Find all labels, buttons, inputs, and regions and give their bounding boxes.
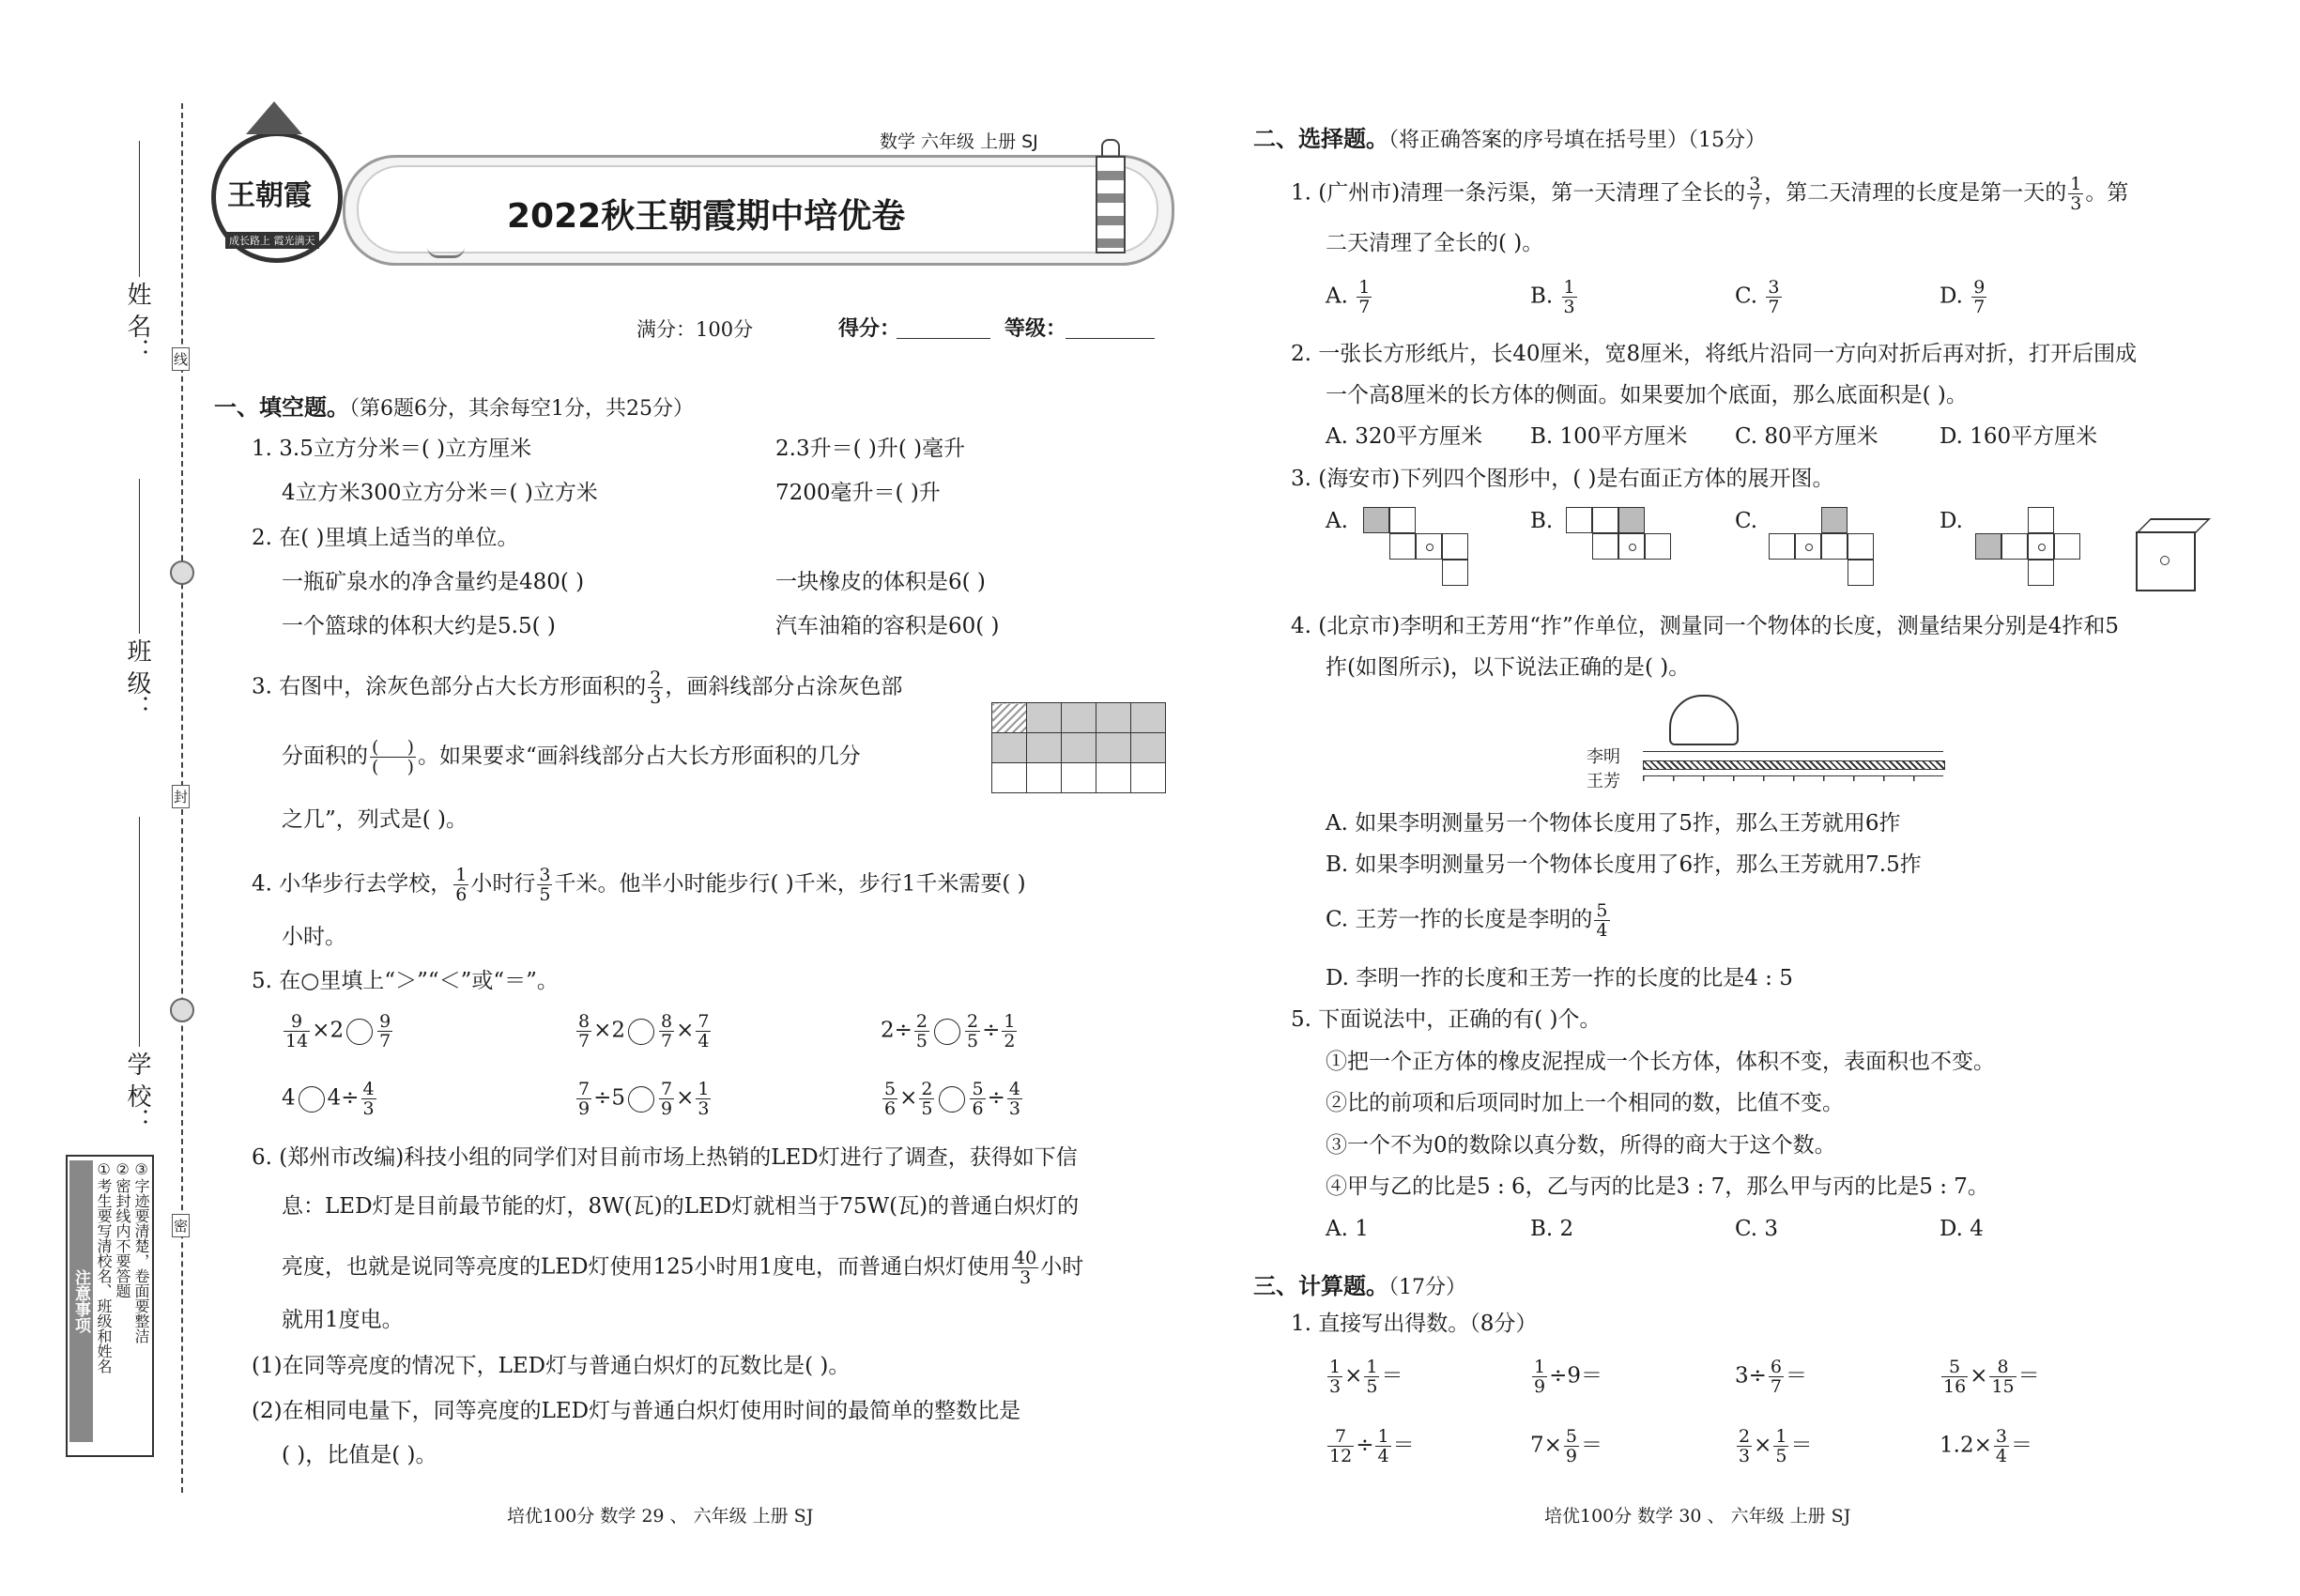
page-footer-left: 培优100分 数学 29 、 六年级 上册 SJ	[507, 1506, 814, 1527]
q2-a: 一瓶矿泉水的净含量约是480( )	[282, 570, 585, 594]
r4-fig-label-a: 李明	[1587, 747, 1620, 767]
grid-cell-hatched	[992, 703, 1027, 733]
q5-expr-4: 4 4÷ $\frac{4}{3}$	[282, 1079, 375, 1119]
fraction: $\frac{2}{3}$	[650, 668, 662, 708]
q3-b: 分面积的 $\frac{( )}{( )}$ 。如果要求“画斜线部分占大长方形面积的几分	[282, 737, 861, 777]
r5-opt-c[interactable]: C. 3	[1735, 1217, 1779, 1241]
q2-b: 一块橡皮的体积是6( )	[775, 570, 986, 594]
q2: 2. 在( )里填上适当的单位。	[252, 526, 519, 550]
hole-icon	[170, 560, 194, 585]
r5-statement-4: ④甲与乙的比是5 : 6，乙与丙的比是3 : 7，那么甲与丙的比是5 : 7。	[1326, 1174, 1989, 1199]
calc-7: $\frac{2}{3}$ × $\frac{1}{5}$ ＝	[1739, 1426, 1813, 1466]
cut-mark-1: 线	[172, 347, 190, 371]
calc-4: $\frac{5}{16}$ × $\frac{8}{15}$ ＝	[1943, 1357, 2040, 1397]
r5-opt-d[interactable]: D. 4	[1940, 1217, 1984, 1241]
compare-circle[interactable]	[934, 1019, 960, 1045]
r5-statement-3: ③一个不为0的数除以真分数，所得的商大于这个数。	[1326, 1133, 1836, 1158]
school-line	[139, 817, 140, 1047]
r4-opt-b[interactable]: B. 如果李明测量另一个物体长度用了6拃，那么王芳就用7.5拃	[1326, 852, 1922, 877]
r2-a: 2. 一张长方形纸片，长40厘米，宽8厘米，将纸片沿同一方向对折后再对折，打开后围成	[1291, 342, 2138, 366]
r1-opt-a[interactable]: A. $\frac{1}{7}$	[1326, 277, 1371, 317]
notice-box	[66, 1155, 154, 1457]
r1-opt-d[interactable]: D. $\frac{9}{7}$	[1940, 277, 1986, 317]
class-label: 班 级：	[123, 638, 151, 720]
full-score: 满分：100分	[636, 318, 754, 341]
section-2-note: （将正确答案的序号填在括号里）（15分）	[1388, 129, 1766, 152]
scale-line-a	[1643, 751, 1943, 752]
logo-badge	[211, 131, 343, 263]
notice-item: ②密封线内不要答题	[114, 1160, 131, 1298]
q2-d: 汽车油箱的容积是60( )	[775, 614, 1000, 638]
section-3-title: 三、计算题。（17分）	[1253, 1273, 1466, 1299]
blank-fraction[interactable]: $\frac{( )}{( )}$	[372, 737, 415, 777]
q3-rectangle-grid	[991, 702, 1166, 793]
r4-opt-d[interactable]: D. 李明一拃的长度和王芳一拃的长度的比是4 : 5	[1326, 966, 1793, 990]
r5-statement-2: ②比的前项和后项同时加上一个相同的数，比值不变。	[1326, 1091, 1844, 1115]
q6-b: 息：LED灯是目前最节能的灯，8W(瓦)的LED灯就相当于75W(瓦)的普通白炽灯的	[282, 1194, 1080, 1219]
q3-a: 3. 右图中，涂灰色部分占大长方形面积的 $\frac{2}{3}$ ，画斜线部分占涂灰色部	[252, 668, 903, 708]
r3: 3. (海安市)下列四个图形中，( )是右面正方体的展开图。	[1291, 467, 1834, 491]
score-label: 得分：	[838, 317, 901, 341]
q5-expr-6: $\frac{5}{6}$ × $\frac{2}{5}$ $\frac{5}{6}$ ÷ $\frac{4}{3}$	[884, 1079, 1020, 1119]
school-label: 学 校：	[123, 1051, 151, 1133]
scale-line-b	[1643, 775, 1943, 781]
name-label: 姓 名：	[123, 282, 151, 363]
name-line	[139, 141, 140, 277]
r5-statement-1: ①把一个正方体的橡皮泥捏成一个长方体，体积不变，表面积也不变。	[1326, 1050, 1995, 1074]
compare-circle[interactable]	[628, 1019, 654, 1045]
q3-c: 之几”，列式是( )。	[282, 807, 468, 832]
r1-a: 1. (广州市)清理一条污渠，第一天清理了全长的 $\frac{3}{7}$ ，第二天清理的长度是第一天的 $\frac{1}{3}$ 。第	[1291, 174, 2129, 214]
r2-opt-a[interactable]: A. 320平方厘米	[1326, 424, 1483, 449]
r4-a: 4. (北京市)李明和王芳用“拃”作单位，测量同一个物体的长度，测量结果分别是4拃和5	[1291, 614, 2119, 638]
logo-banner: 成长路上 霞光满天	[225, 232, 319, 249]
r2-opt-c[interactable]: C. 80平方厘米	[1735, 424, 1878, 449]
notice-item: ③字迹要清楚，卷面要整洁	[132, 1160, 150, 1343]
calc-8: 1.2× $\frac{3}{4}$ ＝	[1940, 1426, 2032, 1466]
grade-field[interactable]	[1066, 338, 1155, 339]
r2-opt-d[interactable]: D. 160平方厘米	[1940, 424, 2098, 449]
q1-a: 1. 3.5立方分米＝( )立方厘米	[252, 437, 532, 461]
calc-6: 7× $\frac{5}{9}$ ＝	[1530, 1426, 1602, 1466]
crown-icon	[246, 101, 302, 134]
cube-figure	[2136, 531, 2196, 591]
q6-part-2b: ( )，比值是( )。	[282, 1443, 437, 1467]
r4-fig-label-b: 王芳	[1587, 772, 1620, 791]
notice-item: ①考生要写清校名、班级和姓名	[95, 1160, 113, 1373]
calc-3: 3÷ $\frac{6}{7}$ ＝	[1735, 1357, 1807, 1397]
q6-a: 6. (郑州市改编)科技小组的同学们对目前市场上热销的LED灯进行了调查，获得如下信	[252, 1145, 1078, 1170]
boat-icon	[427, 246, 465, 258]
calc-2: $\frac{1}{9}$ ÷9＝	[1534, 1357, 1602, 1397]
section-1-note: （第6题6分，其余每空1分，共25分）	[349, 397, 694, 421]
r1-opt-c[interactable]: C. $\frac{3}{7}$	[1735, 277, 1780, 317]
compare-circle[interactable]	[346, 1019, 373, 1045]
r2-b: 一个高8厘米的长方体的侧面。如果要加个底面，那么底面积是( )。	[1326, 383, 1968, 407]
measure-bar	[1643, 760, 1945, 770]
q4-d: 小时。	[282, 925, 346, 949]
section-3-note: （17分）	[1388, 1276, 1466, 1299]
calc-5: $\frac{7}{12}$ ÷ $\frac{1}{4}$ ＝	[1329, 1426, 1415, 1466]
q4-a: 4. 小华步行去学校， $\frac{1}{6}$ 小时行 $\frac{3}{5}$ 千米。他半小时能步行( )千米，步行1千米需要( )	[252, 865, 1026, 905]
q1-b: 2.3升＝( )升( )毫升	[775, 437, 966, 461]
header-meta: 数学 六年级 上册 SJ	[880, 131, 1038, 152]
r5-opt-b[interactable]: B. 2	[1530, 1217, 1574, 1241]
q6-d: 就用1度电。	[282, 1308, 404, 1332]
notice-title: 注意事项	[69, 1160, 93, 1442]
q1-c: 4立方米300立方分米＝( )立方米	[282, 481, 598, 505]
q2-c: 一个篮球的体积大约是5.5( )	[282, 614, 556, 638]
r4-opt-a[interactable]: A. 如果李明测量另一个物体长度用了5拃，那么王芳就用6拃	[1326, 811, 1901, 836]
r3-label-a[interactable]: A.	[1326, 509, 1348, 533]
cut-mark-2: 封	[172, 785, 190, 808]
r3-label-c[interactable]: C.	[1735, 509, 1758, 533]
q5-expr-2: $\frac{8}{7}$ ×2 $\frac{8}{7}$ × $\frac{7}{4}$	[578, 1011, 710, 1051]
logo-text: 王朝霞	[227, 179, 312, 212]
compare-circle[interactable]	[299, 1086, 325, 1113]
hole-icon	[170, 998, 194, 1022]
r3-label-b[interactable]: B.	[1530, 509, 1554, 533]
r3-label-d[interactable]: D.	[1940, 509, 1963, 533]
score-field[interactable]	[897, 338, 990, 339]
r1-d: 二天清理了全长的( )。	[1326, 231, 1544, 255]
r4-figure	[1587, 695, 1953, 789]
page-footer-right: 培优100分 数学 30 、 六年级 上册 SJ	[1544, 1506, 1851, 1527]
r2-opt-b[interactable]: B. 100平方厘米	[1530, 424, 1688, 449]
section-1-title: 一、填空题。（第6题6分，其余每空1分，共25分）	[214, 394, 694, 421]
q1-d: 7200毫升＝( )升	[775, 481, 941, 505]
q5-expr-3: 2÷ $\frac{2}{5}$ $\frac{2}{5}$ ÷ $\frac{1}{2}$	[881, 1011, 1016, 1051]
compare-circle[interactable]	[939, 1086, 965, 1113]
r5-opt-a[interactable]: A. 1	[1326, 1217, 1369, 1241]
calc-1: $\frac{1}{3}$ × $\frac{1}{5}$ ＝	[1329, 1357, 1403, 1397]
hand-icon	[1669, 695, 1739, 745]
q6-c: 亮度，也就是说同等亮度的LED灯使用125小时用1度电，而普通白炽灯使用 $\frac{40}{3}$ 小时	[282, 1248, 1084, 1288]
q5-expr-5: $\frac{7}{9}$ ÷5 $\frac{7}{9}$ × $\frac{1}{3}$	[578, 1079, 710, 1119]
q5: 5. 在○里填上“＞”“＜”或“＝”。	[252, 969, 559, 993]
r4-b: 拃(如图所示)，以下说法正确的是( )。	[1326, 655, 1691, 680]
page-title: 2022秋王朝霞期中培优卷	[507, 197, 906, 236]
q6-part-1: (1)在同等亮度的情况下，LED灯与普通白炽灯的瓦数比是( )。	[252, 1354, 851, 1378]
section-2-title: 二、选择题。（将正确答案的序号填在括号里）（15分）	[1253, 126, 1766, 152]
r1-opt-b[interactable]: B. $\frac{1}{3}$	[1530, 277, 1575, 317]
cut-mark-3: 密	[172, 1214, 190, 1237]
c1: 1. 直接写出得数。（8分）	[1291, 1312, 1538, 1336]
grade-label: 等级：	[1004, 317, 1067, 341]
lighthouse-icon	[1094, 139, 1124, 252]
q6-part-2a: (2)在相同电量下，同等亮度的LED灯与普通白炽灯使用时间的最简单的整数比是	[252, 1399, 1021, 1423]
r4-opt-c[interactable]: C. 王芳一拃的长度是李明的 $\frac{5}{4}$	[1326, 900, 1608, 941]
r5: 5. 下面说法中，正确的有( )个。	[1291, 1007, 1602, 1032]
q5-expr-1: $\frac{9}{14}$ ×2 $\frac{9}{7}$	[285, 1011, 391, 1051]
compare-circle[interactable]	[628, 1086, 654, 1113]
class-line	[139, 479, 140, 634]
